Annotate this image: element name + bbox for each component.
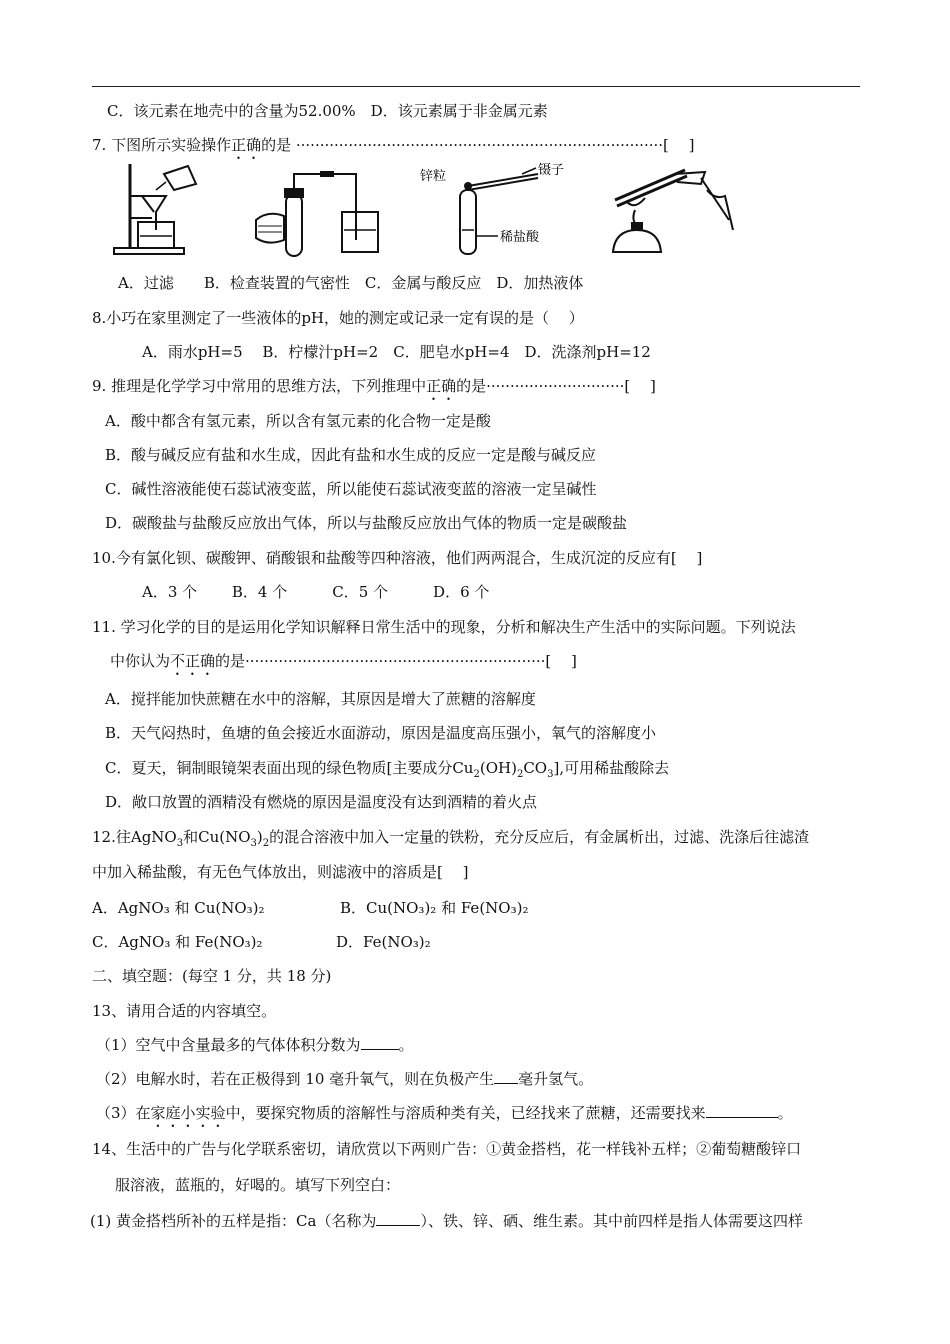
airtightness-figure bbox=[248, 160, 388, 260]
q14-part1: (1) 黄金搭档所补的五样是指：Ca（名称为 ）、铁、锌、硒、维生素。其中前四样是指人体需要这四样 bbox=[90, 1212, 803, 1230]
q7-figures bbox=[100, 160, 760, 265]
q12-option-b: B．Cu(NO₃)₂ 和 Fe(NO₃)₂ bbox=[340, 899, 529, 917]
q11-option-d: D．敞口放置的酒精没有燃烧的原因是温度没有达到酒精的着火点 bbox=[105, 793, 538, 811]
q12-option-c: C．AgNO₃ 和 Fe(NO₃)₂ bbox=[92, 933, 263, 951]
q10-stem: 10.今有氯化钡、碳酸钾、硝酸银和盐酸等四种溶液，他们两两混合，生成沉淀的反应有[ ] bbox=[92, 549, 703, 567]
blank-13-2[interactable] bbox=[494, 1069, 518, 1084]
q13-part1: （1）空气中含量最多的气体体积分数为 。 bbox=[96, 1036, 414, 1054]
q8-stem: 8.小巧在家里测定了一些液体的pH，她的测定或记录一定有误的是（ ） bbox=[92, 309, 584, 327]
q13-part2: （2）电解水时，若在正极得到 10 毫升氧气，则在负极产生 毫升氢气。 bbox=[96, 1070, 594, 1088]
q8-options: A．雨水pH=5 B．柠檬汁pH=2 C．肥皂水pH=4 D．洗涤剂pH=12 bbox=[142, 343, 651, 361]
section-2-heading: 二、填空题：(每空 1 分，共 18 分) bbox=[92, 967, 332, 985]
label-dilute-hcl: 稀盐酸 bbox=[500, 230, 540, 245]
q10-options: A．3 个 B．4 个 C．5 个 D．6 个 bbox=[142, 583, 490, 601]
metal-acid-figure bbox=[418, 160, 588, 260]
q12-stem-line2: 中加入稀盐酸，有无色气体放出，则滤液中的溶质是[ ] bbox=[92, 863, 469, 881]
q13-part3: （3）在家庭小实验中，要探究物质的溶解性与溶质种类有关，已经找来了蔗糖，还需要找来 。 bbox=[96, 1104, 793, 1122]
q9-option-d: D．碳酸盐与盐酸反应放出气体，所以与盐酸反应放出气体的物质一定是碳酸盐 bbox=[105, 514, 628, 532]
q9-option-a: A．酸中都含有氢元素，所以含有氢元素的化合物一定是酸 bbox=[105, 412, 491, 430]
q12-option-d: D．Fe(NO₃)₂ bbox=[336, 933, 431, 951]
heating-figure bbox=[605, 160, 745, 260]
q11-option-b: B．天气闷热时，鱼塘的鱼会接近水面游动，原因是温度高压强小，氧气的溶解度小 bbox=[105, 724, 657, 742]
q7-stem: 7. 下图所示实验操作正确的是 ·············································································[ ] bbox=[92, 136, 695, 154]
q9-option-c: C．碱性溶液能使石蕊试液变蓝，所以能使石蕊试液变蓝的溶液一定呈碱性 bbox=[105, 480, 597, 498]
q12-stem-line1: 12.往AgNO$_3$和$Cu(NO_3)_2$的混合溶液中加入一定量的铁粉，充分反应后，有金属析出，过滤、洗涤后往滤渣 bbox=[92, 828, 810, 849]
blank-14-1[interactable] bbox=[376, 1211, 420, 1226]
q6-options-cd: C．该元素在地壳中的含量为52.00% D．该元素属于非金属元素 bbox=[107, 102, 548, 120]
q11-option-c: C．夏天，铜制眼镜架表面出现的绿色物质[主要成分$Cu_2(OH)_2CO_3$],可用稀盐酸除去 bbox=[105, 759, 670, 780]
q11-stem-line2: 中你认为不正确的是·······························································[ ] bbox=[110, 652, 577, 670]
q11-stem-line1: 11. 学习化学的目的是运用化学知识解释日常生活中的现象，分析和解决生产生活中的实际问题。下列说法 bbox=[92, 618, 796, 636]
q14-stem-line2: 服溶液，蓝瓶的，好喝的。填写下列空白： bbox=[115, 1176, 401, 1194]
label-zinc: 锌粒 bbox=[420, 169, 447, 184]
q14-stem-line1: 14、生活中的广告与化学联系密切，请欣赏以下两则广告：①黄金搭档，花一样钱补五样；②葡萄糖酸锌口 bbox=[92, 1140, 802, 1158]
label-tweezers: 镊子 bbox=[538, 163, 565, 178]
q9-stem: 9. 推理是化学学习中常用的思维方法，下列推理中正确的是·····························[ ] bbox=[92, 377, 656, 395]
header-rule bbox=[92, 86, 860, 87]
filtration-figure bbox=[108, 160, 208, 260]
q9-option-b: B．酸与碱反应有盐和水生成，因此有盐和水生成的反应一定是酸与碱反应 bbox=[105, 446, 597, 464]
q11-option-a: A．搅拌能加快蔗糖在水中的溶解，其原因是增大了蔗糖的溶解度 bbox=[105, 690, 536, 708]
blank-13-1[interactable] bbox=[361, 1035, 399, 1050]
q7-options: A．过滤 B．检查装置的气密性 C．金属与酸反应 D．加热液体 bbox=[118, 274, 584, 292]
blank-13-3[interactable] bbox=[706, 1103, 778, 1118]
q12-option-a: A．AgNO₃ 和 Cu(NO₃)₂ bbox=[92, 899, 265, 917]
q13-stem: 13、请用合适的内容填空。 bbox=[92, 1002, 277, 1020]
